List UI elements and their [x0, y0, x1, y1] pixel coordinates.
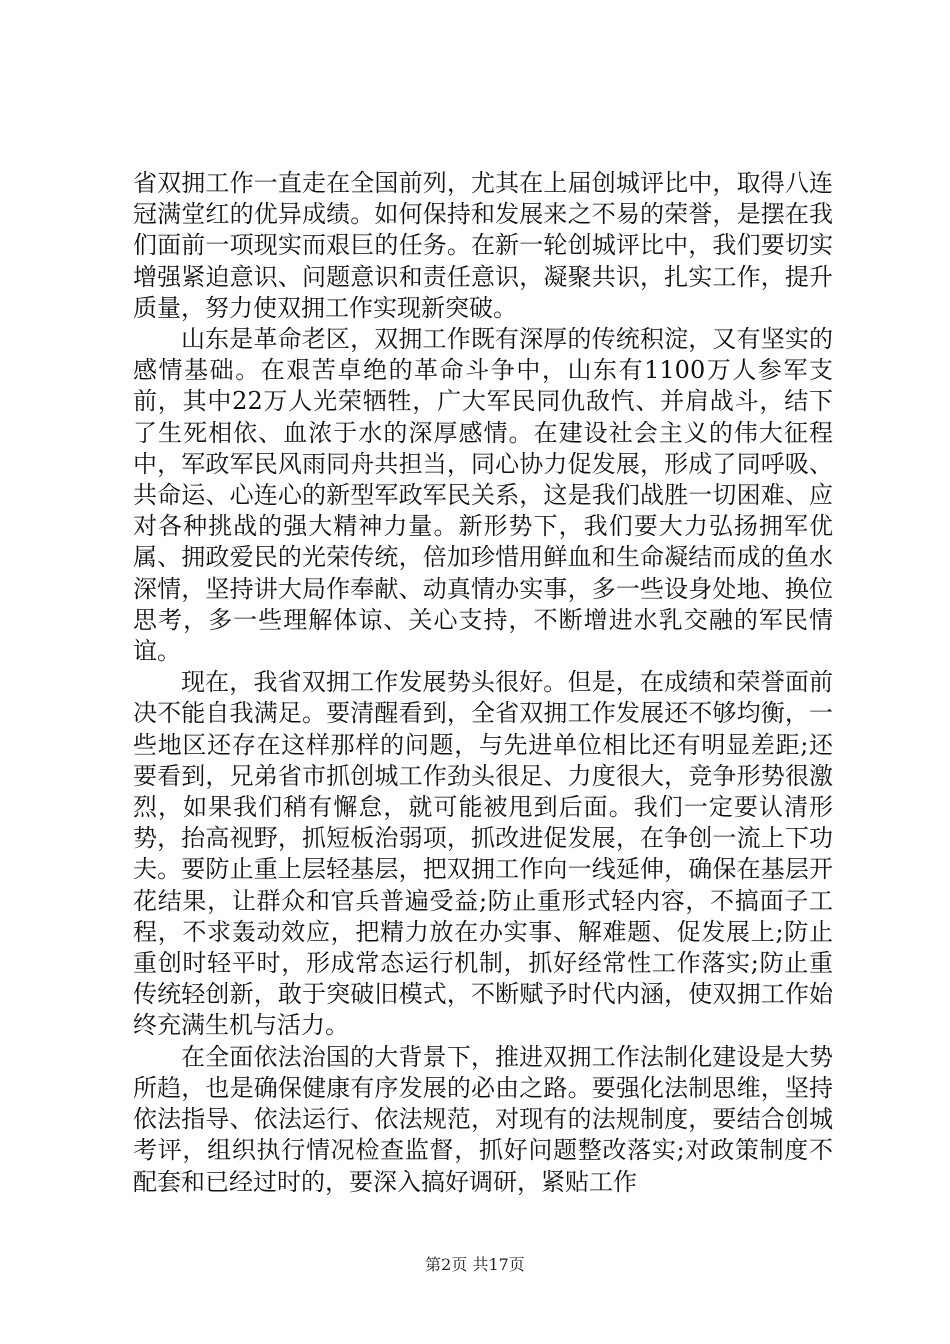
paragraph-continued: 省双拥工作一直走在全国前列，尤其在上届创城评比中，取得八连冠满堂红的优异成绩。如何保持和发展来之不易的荣誉，是摆在我们面前一项现实而艰巨的任务。在新一轮创城评比中，我们要切实增强紧迫意识、问题意识和责任意识，凝聚共识，扎实工作，提升质量，努力使双拥工作实现新突破。	[133, 169, 833, 322]
paragraph-rule-of-law: 在全面依法治国的大背景下，推进双拥工作法制化建设是大势所趋，也是确保健康有序发展的必由之路。要强化法制思维，坚持依法指导、依法运行、依法规范，对现有的法规制度，要结合创城考评，组织执行情况检查监督，抓好问题整改落实;对政策制度不配套和已经过时的，要深入搞好调研，紧贴工作	[133, 1042, 833, 1196]
page-number-footer: 第2页 共17页	[425, 1255, 525, 1274]
paragraph-current-situation: 现在，我省双拥工作发展势头很好。但是，在成绩和荣誉面前决不能自我满足。要清醒看到，全省双拥工作发展还不够均衡，一些地区还存在这样那样的问题，与先进单位相比还有明显差距;还要看到，兄弟省市抓创城工作劲头很足、力度很大，竞争形势很激烈，如果我们稍有懈怠，就可能被甩到后面。我们一定要认清形势，抬高视野，抓短板治弱项，抓改进促发展，在争创一流上下功夫。要防止重上层轻基层，把双拥工作向一线延伸，确保在基层开花结果，让群众和官兵普遍受益;防止重形式轻内容，不搞面子工程，不求轰动效应，把精力放在办实事、解难题、促发展上;防止重创时轻平时，形成常态运行机制，抓好经常性工作落实;防止重传统轻创新，敢于突破旧模式，不断赋予时代内涵，使双拥工作始终充满生机与活力。	[133, 668, 833, 1040]
paragraph-shandong: 山东是革命老区，双拥工作既有深厚的传统积淀，又有坚实的感情基础。在艰苦卓绝的革命斗争中，山东有1100万人参军支前，其中22万人光荣牺牲，广大军民同仇敌忾、并肩战斗，结下了生死相依、血浓于水的深厚感情。在建设社会主义的伟大征程中，军政军民风雨同舟共担当，同心协力促发展，形成了同呼吸、共命运、心连心的新型军政军民关系，这是我们战胜一切困难、应对各种挑战的强大精神力量。新形势下，我们要大力弘扬拥军优属、拥政爱民的光荣传统，倍加珍惜用鲜血和生命凝结而成的鱼水深情，坚持讲大局作奉献、动真情办实事，多一些设身处地、换位思考，多一些理解体谅、关心支持，不断增进水乳交融的军民情谊。	[133, 325, 833, 666]
document-body	[133, 168, 833, 1198]
